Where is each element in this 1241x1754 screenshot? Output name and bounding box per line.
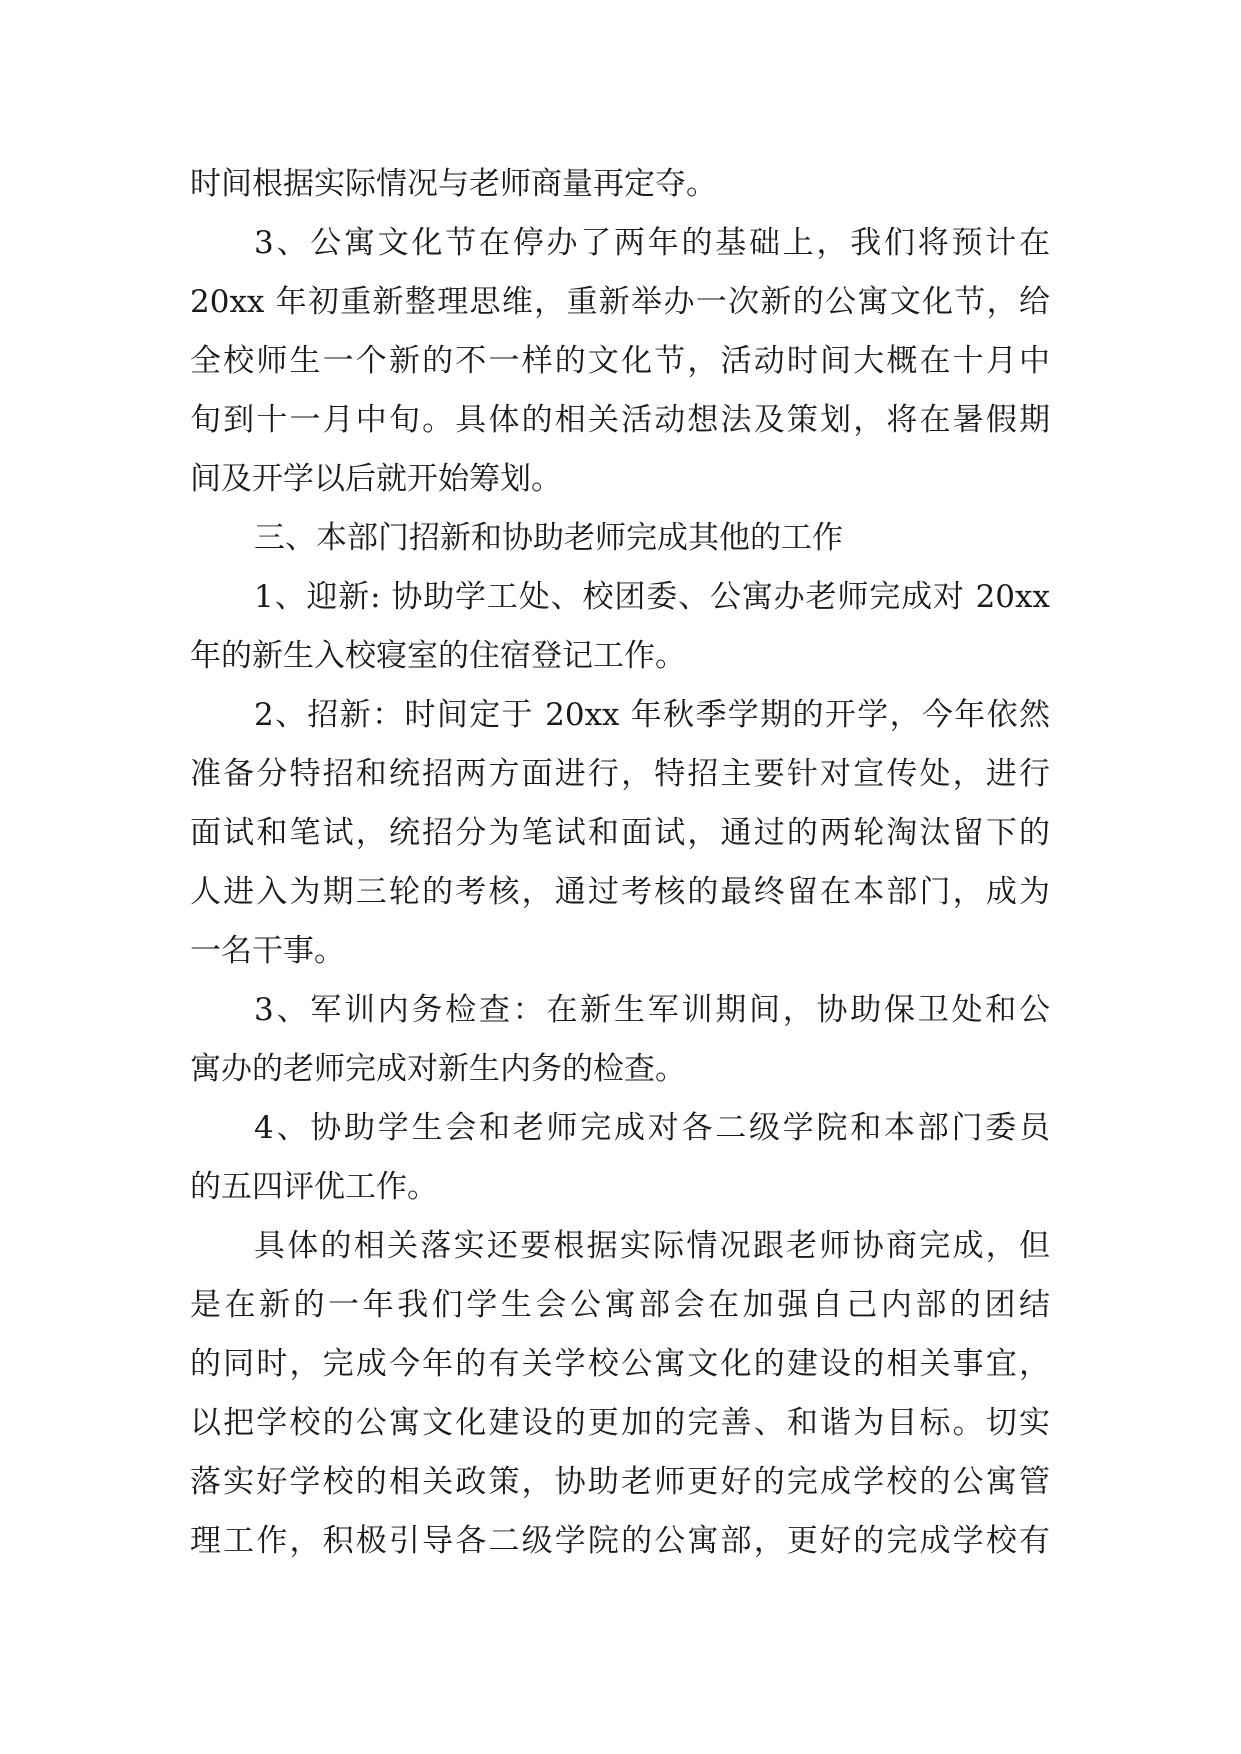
text-line: 年的新生入校寝室的住宿登记工作。 xyxy=(190,638,686,674)
text-line: 三、本部门招新和协助老师完成其他的工作 xyxy=(254,520,843,556)
text-line: 面试和笔试，统招分为笔试和面试，通过的两轮淘汰留下的 xyxy=(190,815,1050,851)
document-page xyxy=(190,155,1050,1571)
text-line: 4、协助学生会和老师完成对各二级学院和本部门委员 xyxy=(254,1110,1050,1146)
text-line: 时间根据实际情况与老师商量再定夺。 xyxy=(190,166,717,202)
text-line: 是在新的一年我们学生会公寓部会在加强自己内部的团结 xyxy=(190,1287,1050,1323)
text-line: 间及开学以后就开始筹划。 xyxy=(190,461,562,497)
text-line: 以把学校的公寓文化建设的更加的完善、和谐为目标。切实 xyxy=(190,1405,1050,1441)
text-line: 3、公寓文化节在停办了两年的基础上，我们将预计在 xyxy=(254,225,1050,261)
text-line: 一名干事。 xyxy=(190,933,345,969)
text-line: 人进入为期三轮的考核，通过考核的最终留在本部门，成为 xyxy=(190,874,1050,910)
text-line: 2、招新：时间定于 20xx 年秋季学期的开学，今年依然 xyxy=(254,697,1050,733)
text-line: 20xx 年初重新整理思维，重新举办一次新的公寓文化节，给 xyxy=(190,284,1050,320)
text-line: 寓办的老师完成对新生内务的检查。 xyxy=(190,1051,686,1087)
text-line: 全校师生一个新的不一样的文化节，活动时间大概在十月中 xyxy=(190,343,1050,379)
text-line: 具体的相关落实还要根据实际情况跟老师协商完成，但 xyxy=(254,1228,1050,1264)
text-line: 的同时，完成今年的有关学校公寓文化的建设的相关事宜， xyxy=(190,1346,1050,1382)
text-line: 落实好学校的相关政策，协助老师更好的完成学校的公寓管 xyxy=(190,1464,1050,1500)
text-line: 理工作，积极引导各二级学院的公寓部，更好的完成学校有 xyxy=(190,1523,1050,1559)
text-line: 的五四评优工作。 xyxy=(190,1169,438,1205)
text-line: 1、迎新: 协助学工处、校团委、公寓办老师完成对 20xx xyxy=(254,579,1050,615)
text-line: 准备分特招和统招两方面进行，特招主要针对宣传处，进行 xyxy=(190,756,1050,792)
text-line: 3、军训内务检查：在新生军训期间，协助保卫处和公 xyxy=(254,992,1050,1028)
text-line: 旬到十一月中旬。具体的相关活动想法及策划，将在暑假期 xyxy=(190,402,1050,438)
